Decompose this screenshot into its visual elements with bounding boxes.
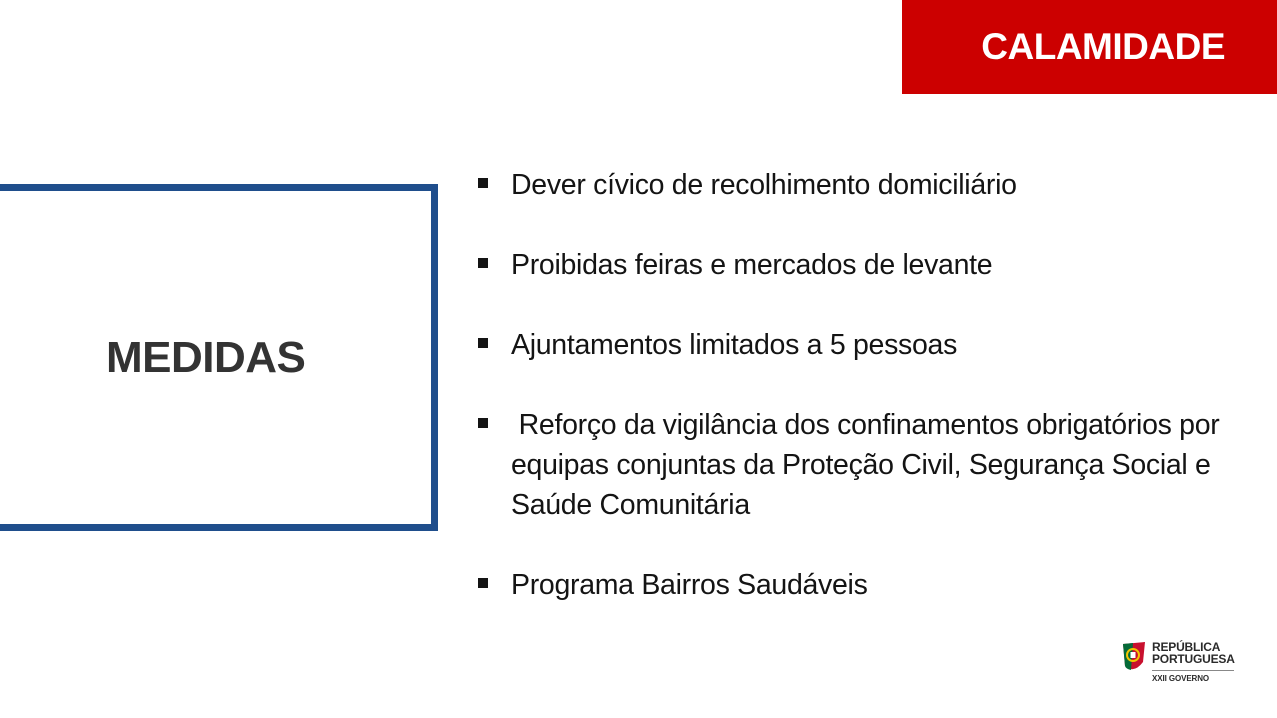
measure-text: Dever cívico de recolhimento domiciliário [511, 169, 1017, 201]
medidas-title: MEDIDAS [106, 333, 306, 382]
measure-item [478, 405, 1238, 525]
republica-portuguesa-logo [1121, 640, 1241, 686]
logo-divider [1152, 670, 1234, 671]
calamidade-badge [902, 0, 1277, 94]
measure-item [478, 325, 1238, 365]
measure-text: Programa Bairros Saudáveis [511, 569, 868, 601]
measure-item [478, 165, 1238, 205]
measure-text: Ajuntamentos limitados a 5 pessoas [511, 329, 958, 361]
square-bullet-icon [478, 178, 488, 188]
measures-list [478, 165, 1238, 645]
measure-item [478, 245, 1238, 285]
portuguese-republic-emblem-icon [1121, 640, 1147, 674]
square-bullet-icon [478, 418, 488, 428]
square-bullet-icon [478, 258, 488, 268]
logo-line-portuguesa: PORTUGUESA [1152, 652, 1235, 666]
logo-line-governo: XXII GOVERNO [1152, 674, 1210, 683]
calamidade-badge-label: CALAMIDADE [981, 26, 1225, 67]
square-bullet-icon [478, 338, 488, 348]
measure-text: Reforço da vigilância dos confinamentos obrigatórios por equipas conjuntas da Proteção Civil, Segurança Social e Saúde Comunitária [511, 409, 1228, 521]
square-bullet-icon [478, 578, 488, 588]
measure-text: Proibidas feiras e mercados de levante [511, 249, 993, 281]
measure-item [478, 565, 1238, 605]
logo-line-republica: REPÚBLICA [1152, 640, 1221, 654]
